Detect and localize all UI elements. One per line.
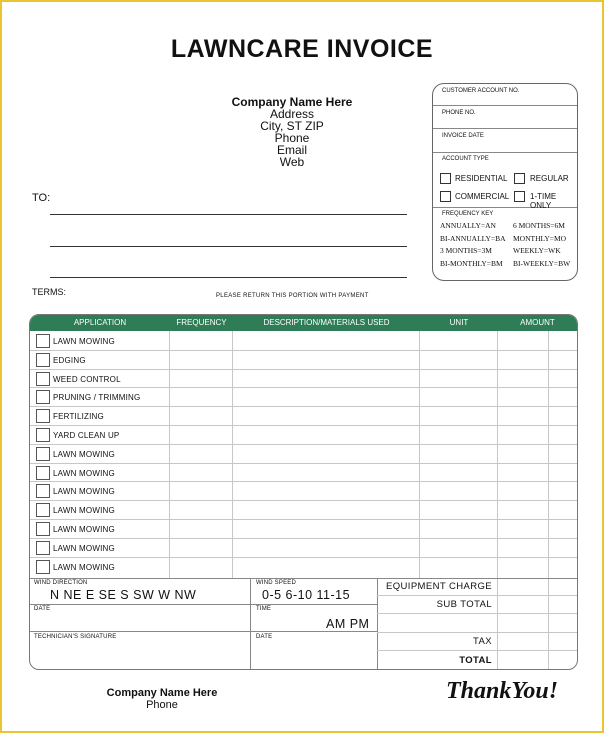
company-email: Email	[276, 143, 307, 157]
customer-account-label: CUSTOMER ACCOUNT NO.	[442, 88, 520, 94]
tax-label: TAX	[473, 636, 492, 647]
freq-key-bimonthly: BI-MONTHLY=BM	[440, 259, 503, 268]
invoice-title: LAWNCARE INVOICE	[170, 35, 434, 63]
row-application-label: EDGING	[53, 355, 86, 365]
commercial-label: COMMERCIAL	[455, 192, 510, 201]
totals-line-4	[377, 650, 577, 651]
time-label: TIME	[256, 606, 272, 612]
thank-you-text: ThankYou!	[446, 678, 559, 704]
account-type-label: ACCOUNT TYPE	[442, 156, 489, 162]
date-label: DATE	[34, 606, 51, 612]
row-checkbox[interactable]	[36, 353, 50, 367]
terms-label: TERMS:	[32, 287, 67, 297]
header-amount: AMOUNT	[520, 318, 555, 327]
residential-checkbox[interactable]	[440, 173, 451, 184]
footer-company-phone: Phone	[146, 699, 178, 711]
invoice-page	[2, 2, 602, 731]
totals-line-1	[377, 595, 577, 596]
table-row	[30, 538, 577, 557]
company-address: Address	[269, 107, 315, 121]
to-label: TO:	[32, 192, 51, 204]
equipment-charge-label: EQUIPMENT CHARGE	[386, 581, 492, 592]
table-row	[30, 331, 577, 350]
customer-account-field[interactable]	[433, 84, 577, 106]
invoice-date-field[interactable]	[433, 129, 577, 153]
to-line-1[interactable]	[50, 214, 407, 215]
row-checkbox[interactable]	[36, 447, 50, 461]
account-box	[432, 83, 578, 281]
totals-line-3	[377, 632, 577, 633]
to-line-2[interactable]	[50, 246, 407, 247]
row-checkbox[interactable]	[36, 522, 50, 536]
company-web: Web	[279, 155, 305, 169]
table-row	[30, 425, 577, 444]
table-row	[30, 481, 577, 500]
freq-key-biannually: BI-ANNUALLY=BA	[440, 234, 506, 243]
phone-field[interactable]	[433, 106, 577, 129]
services-table	[29, 314, 578, 670]
table-row	[30, 557, 577, 576]
row-checkbox[interactable]	[36, 334, 50, 348]
company-city: City, ST ZIP	[260, 119, 324, 133]
row-divider	[30, 369, 577, 370]
row-checkbox[interactable]	[36, 409, 50, 423]
table-row	[30, 500, 577, 519]
row-divider	[30, 500, 577, 501]
row-application-label: LAWN MOWING	[53, 543, 115, 553]
subtotal-label: SUB TOTAL	[436, 599, 492, 610]
row-divider	[30, 406, 577, 407]
one-time-label: 1-TIME ONLY	[530, 192, 557, 210]
wind-speed-label: WIND SPEED	[256, 580, 297, 586]
table-row	[30, 519, 577, 538]
account-type-section	[433, 153, 577, 208]
to-line-3[interactable]	[50, 277, 407, 278]
bottom-divider-1	[250, 578, 251, 669]
company-name: Company Name Here	[231, 95, 353, 109]
return-note: PLEASE RETURN THIS PORTION WITH PAYMENT	[216, 293, 369, 299]
table-row	[30, 387, 577, 406]
row-checkbox[interactable]	[36, 390, 50, 404]
company-info	[192, 96, 392, 168]
totals-line-2	[377, 613, 577, 614]
table-row	[30, 463, 577, 482]
row-divider	[30, 387, 577, 388]
freq-key-biweekly: BI-WEEKLY=BW	[513, 259, 571, 268]
header-frequency: FREQUENCY	[176, 318, 227, 327]
freq-key-3months: 3 MONTHS=3M	[440, 246, 492, 255]
row-divider	[30, 519, 577, 520]
bottom-hline-1	[30, 604, 377, 605]
freq-key-monthly: MONTHLY=MO	[513, 234, 567, 243]
row-application-label: YARD CLEAN UP	[53, 431, 120, 440]
row-application-label: LAWN MOWING	[53, 337, 115, 346]
am-pm: AM PM	[326, 617, 370, 631]
header-description: DESCRIPTION/MATERIALS USED	[263, 318, 390, 327]
row-checkbox[interactable]	[36, 541, 50, 555]
row-checkbox[interactable]	[36, 560, 50, 574]
freq-key-weekly: WEEKLY=WK	[513, 246, 561, 255]
wind-direction-label: WIND DIRECTION	[34, 580, 88, 586]
one-time-checkbox[interactable]	[514, 191, 525, 202]
freq-key-6months: 6 MONTHS=6M	[513, 221, 565, 230]
row-divider	[30, 425, 577, 426]
phone-label: PHONE NO.	[442, 110, 476, 116]
invoice-date-label: INVOICE DATE	[442, 133, 484, 139]
regular-label: REGULAR	[530, 174, 569, 183]
bottom-section-top-line	[30, 578, 577, 579]
footer-company-name: Company Name Here	[106, 687, 218, 699]
row-application-label: LAWN MOWING	[53, 449, 115, 459]
header-unit: UNIT	[449, 318, 469, 327]
wind-speeds: 0-5 6-10 11-15	[262, 588, 351, 602]
row-divider	[30, 557, 577, 558]
row-divider	[30, 538, 577, 539]
residential-label: RESIDENTIAL	[455, 174, 508, 183]
row-checkbox[interactable]	[36, 372, 50, 386]
row-checkbox[interactable]	[36, 503, 50, 517]
row-checkbox[interactable]	[36, 484, 50, 498]
row-application-label: FERTILIZING	[53, 412, 104, 422]
bottom-hline-2	[30, 631, 377, 632]
table-row	[30, 406, 577, 425]
row-divider	[30, 481, 577, 482]
row-divider	[30, 444, 577, 445]
wind-directions: N NE E SE S SW W NW	[50, 588, 197, 602]
freq-key-annually: ANNUALLY=AN	[440, 221, 496, 230]
row-application-label: LAWN MOWING	[53, 506, 115, 516]
row-divider	[30, 350, 577, 351]
row-application-label: WEED CONTROL	[53, 374, 121, 384]
company-phone: Phone	[274, 131, 310, 145]
header-application: APPLICATION	[73, 318, 127, 327]
table-row	[30, 444, 577, 463]
frequency-key-label: FREQUENCY KEY	[442, 211, 494, 217]
row-application-label: LAWN MOWING	[53, 468, 115, 478]
footer-company	[97, 687, 227, 711]
table-row	[30, 350, 577, 369]
technician-signature-label: TECHNICIAN'S SIGNATURE	[34, 634, 117, 640]
regular-checkbox[interactable]	[514, 173, 525, 184]
row-application-label: LAWN MOWING	[53, 562, 115, 572]
date-label-2: DATE	[256, 634, 273, 640]
total-label: TOTAL	[459, 655, 492, 666]
table-header	[30, 315, 577, 331]
commercial-checkbox[interactable]	[440, 191, 451, 202]
table-row	[30, 369, 577, 388]
row-divider	[30, 463, 577, 464]
row-application-label: LAWN MOWING	[53, 525, 115, 534]
row-application-label: LAWN MOWING	[53, 487, 115, 497]
row-checkbox[interactable]	[36, 428, 50, 442]
row-checkbox[interactable]	[36, 466, 50, 480]
row-application-label: PRUNING / TRIMMING	[53, 393, 141, 403]
